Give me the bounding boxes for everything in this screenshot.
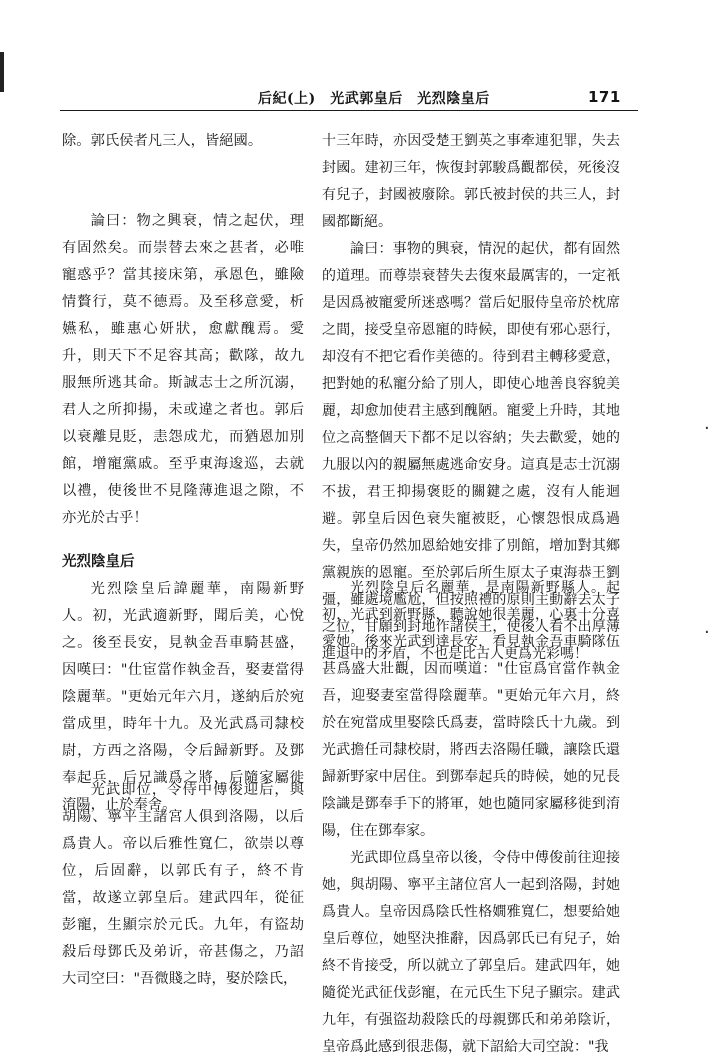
right-paragraph-3: 光烈陰皇后名麗華，是南陽新野縣人。起初，光武到新野縣，聽說她很美麗，心裏十分喜愛她。後來光武到達長安，看見執金吾車騎隊伍甚爲盛大壯觀，因而嘆道："仕宦爲官當作執金吾，迎娶妻室當得陰麗華。"更始元年六月，終於在宛當成里娶陰氏爲妻，當時陰氏十九歲。到光武擔任司隸校尉，將西去洛陽任職，讓陰氏還歸新野家中居住。到鄧奉起兵的時候，她的兄長陰識是鄧奉手下的將軍，她也隨同家屬移徙到淯陽，住在鄧奉家。 — [322, 580, 620, 839]
right-lun-paragraph: 論曰：事物的興衰，情況的起伏，都有固然的道理。而尊崇衰替失去復來最厲害的，一定衹是因爲被寵愛所迷惑嗎？當后妃服侍皇帝於枕席之間，接受皇帝恩寵的時候，即使有邪心惡行，却沒有不把它看作美德的。待到君主轉移愛意，把對她的私寵分給了別人，即使心地善良容貌美麗，却愈加使君主感到醜陋。寵愛上升時，其地位之高整個天下都不足以容納；失去歡愛，她的九服以內的親屬無處逃命安身。這真是志士沉溺不拔，君王抑揚褒貶的關鍵之處，沒有人能迴避。郭皇后因色衰失寵被貶，心懷怨恨成爲過失，皇帝仍然加恩給她安排了別館，增加對其鄉黨親族的恩寵。至於郭后所生原太子東海恭王劉彊，雖處境尷尬，但按照禮的原則主動辭去太子之位，甘願到封地作諸侯王，使後人看不出厚薄進退中的矛盾，不也是比古人更爲光彩嗎！ — [322, 241, 620, 662]
running-header-title: 后紀(上) 光武郭皇后 光烈陰皇后 — [258, 91, 490, 107]
margin-mark: · — [704, 622, 710, 643]
left-column-block-4 — [62, 777, 304, 993]
left-paragraph-1: 除。郭氏侯者凡三人，皆絕國。 — [62, 133, 263, 149]
right-column-block-2 — [322, 575, 620, 1061]
right-paragraph-1: 十三年時，亦因受楚王劉英之事牽連犯罪，失去封國。建初三年，恢復封郭駿爲觀都侯，死後沒有兒子，封國被廢除。郭氏被封侯的共三人，封國都斷絕。 — [322, 133, 620, 230]
page-number: 171 — [588, 88, 621, 106]
left-paragraph-3: 光烈陰皇后諱麗華，南陽新野人。初，光武適新野，聞后美，心悅之。後至長安，見執金吾車騎甚盛，因嘆曰："仕宦當作執金吾，娶妻當得陰麗華。"更始元年六月，遂納后於宛當成里，時年十九。及光武爲司隸校尉，方西之洛陽，令后歸新野。及鄧奉起兵，后兄識爲之將，后隨家屬徙淯陽，止於奉舍。 — [62, 581, 304, 813]
left-lun-paragraph: 論曰：物之興衰，情之起伏，理有固然矣。而崇替去來之甚者，必唯寵惑乎？當其接床第，承恩色，雖險情贅行，莫不德焉。及至移意愛，析嬿私，雖惠心妍狀，愈獻醜焉。愛升，則天下不足容其高；歡隊，故九服無所逃其命。斯誠志士之所沉溺，君人之所抑揚，未或違之者也。郭后以衰離見貶，恚怨成尤，而猶恩加別館，增寵黨戚。至乎東海逡巡，去就以禮，使後世不見隆薄進退之隙，不亦光於古乎！ — [62, 213, 304, 526]
left-column-block-2 — [62, 208, 304, 532]
left-paragraph-4: 光武即位，令侍中傅俊迎后，與胡陽、寧平主諸宮人俱到洛陽，以后爲貴人。帝以后雅性寬仁，欲崇以尊位，后固辭，以郭氏有子，終不肯當，故遂立郭皇后。建武四年，從征彭寵，生顯宗於元氏。九年，有盜劫殺后母鄧氏及弟䜣，帝甚傷之，乃詔大司空曰："吾微賤之時，娶於陰氏， — [62, 782, 304, 987]
header-rule — [60, 110, 638, 111]
left-column-block-1 — [62, 128, 304, 155]
section-title: 光烈陰皇后 — [62, 554, 135, 570]
page-edge-mark — [0, 52, 4, 92]
right-paragraph-4: 光武即位爲皇帝以後，令侍中傅俊前往迎接她，與胡陽、寧平主諸位宮人一起到洛陽，封她爲貴人。皇帝因爲陰氏性格嫺雅寬仁，想要給她皇后尊位，她堅決推辭，因爲郭氏已有兒子，始終不肯接受，所以就立了郭皇后。建武四年，她隨從光武征伐彭寵，在元氏生下兒子顯宗。建武九年，有强盜劫殺陰氏的母親鄧氏和弟弟陰䜣，皇帝爲此感到很悲傷，就下詔給大司空說："我 — [322, 850, 620, 1055]
margin-mark: · — [704, 418, 710, 439]
